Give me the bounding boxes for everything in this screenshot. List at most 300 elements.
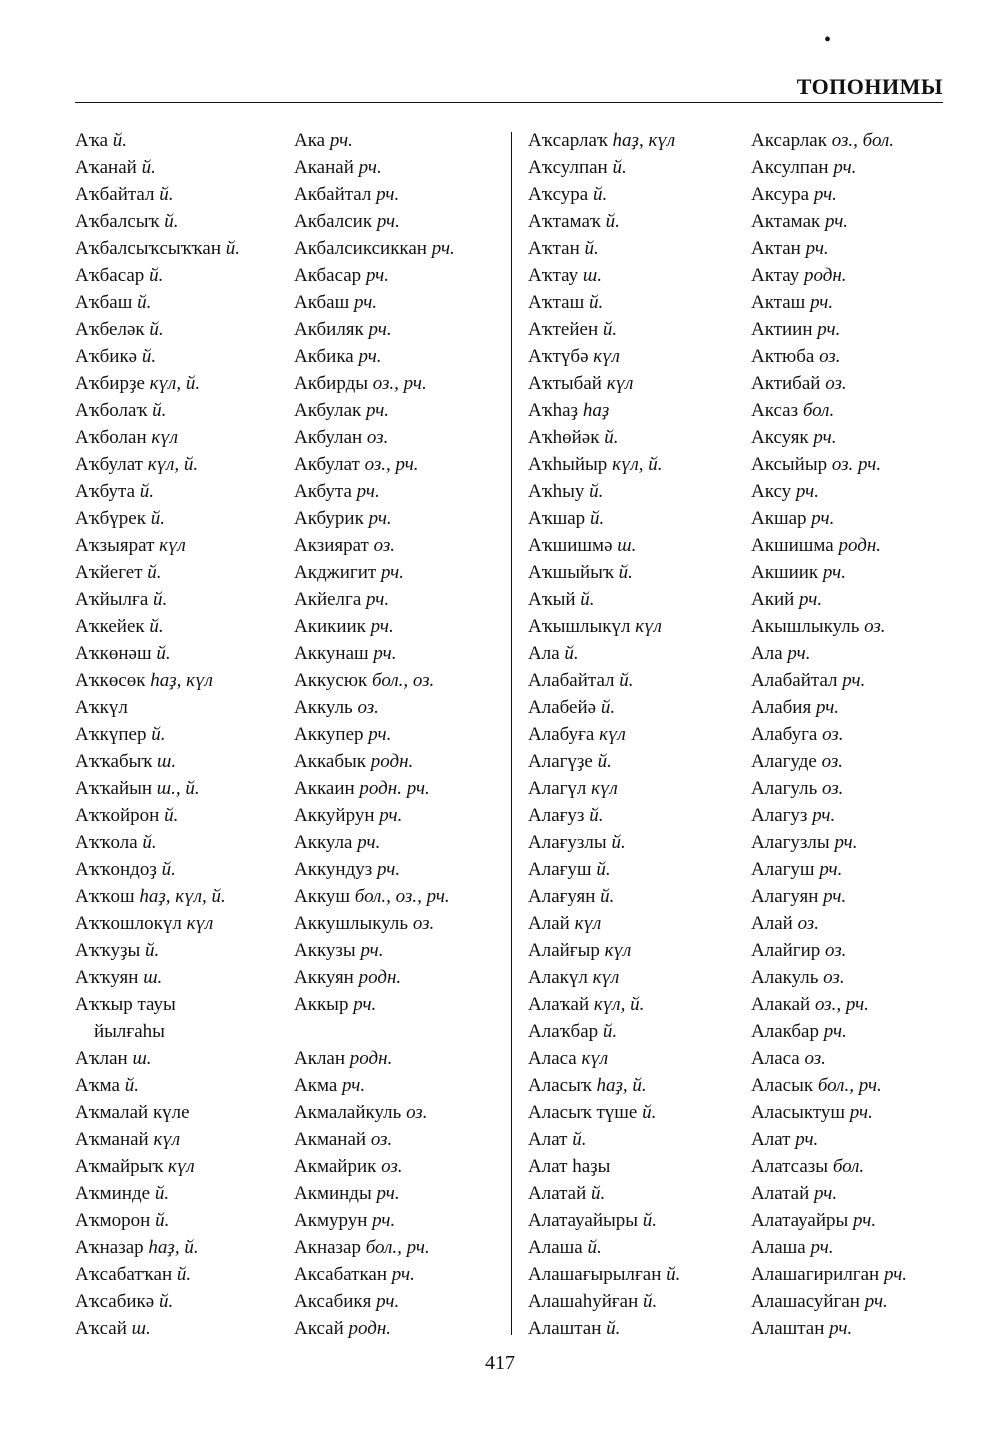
toponym-type: оз. рч. [831,454,882,475]
toponym-name: Алаша [528,1237,583,1258]
toponym-entry [75,478,240,505]
toponym-entry [751,1180,907,1207]
toponym-entry [751,1261,907,1288]
toponym-type: оз. [381,1156,403,1177]
toponym-type: родн. [370,751,414,772]
toponym-name: Аккузы [294,940,356,961]
toponym-entry [751,1153,907,1180]
toponym-entry [294,1234,455,1261]
toponym-entry [528,478,680,505]
toponym-entry [75,1072,240,1099]
toponym-entry [294,316,455,343]
toponym-entry [75,829,240,856]
toponym-name: Алабуга [751,724,818,745]
page-header [75,72,943,103]
toponym-entry [75,964,240,991]
toponym-entry [751,424,907,451]
toponym-type: күл [606,373,634,394]
toponym-entry [75,505,240,532]
toponym-type: һаҙ, й. [596,1075,647,1096]
toponym-type: й. [158,1291,174,1312]
toponym-type: й. [596,859,611,880]
toponym-type: й. [145,940,160,961]
toponym-name: Аҡһөйәк [528,427,600,448]
toponym-entry [75,667,240,694]
toponym-entry [528,397,680,424]
toponym-type: рч. [365,400,390,421]
toponym-entry [528,991,680,1018]
toponym-name: Акмурун [294,1210,368,1231]
toponym-name: Аксуяк [751,427,809,448]
toponym-type: й. [147,562,162,583]
toponym-entry [751,397,907,424]
toponym-entry [75,343,240,370]
toponym-type: бол. [832,1156,865,1177]
toponym-entry [294,1045,455,1072]
toponym-type: родн. [358,967,402,988]
toponym-name: Аҡманай [75,1129,149,1150]
toponym-entry [751,667,907,694]
toponym-type: күл [592,967,620,988]
toponym-type: оз. [825,373,847,394]
toponym-type: рч. [849,1102,873,1123]
toponym-type: күл [574,913,602,934]
toponym-name: Аҡһыу [528,481,585,502]
toponym-type: рч. [795,1129,819,1150]
toponym-entry [751,235,907,262]
toponym-entry [75,775,240,802]
toponym-type: й. [612,157,627,178]
toponym-entry [528,829,680,856]
toponym-entry [294,532,455,559]
toponym-type: й. [139,481,155,502]
toponym-name: Акбалсиксиккан [294,238,427,259]
toponym-entry [75,856,240,883]
toponym-name: Алагузлы [751,832,830,853]
toponym-name: Акназар [294,1237,361,1258]
toponym-name: Аҡбалсыҡ [75,211,160,232]
toponym-name: Алатсазы [751,1156,829,1177]
toponym-type: й. [156,643,171,664]
toponym-name: Алабия [751,697,812,718]
toponym-entry [294,991,455,1045]
toponym-type: ш. [131,1318,151,1339]
toponym-name: Алағуз [528,805,585,826]
toponym-type: й. [159,184,174,205]
toponym-type: рч. [824,211,849,232]
toponym-name: Аҡзыярат [75,535,155,556]
toponym-name: Аҡйылға [75,589,149,610]
toponym-type: оз., рч. [814,994,869,1015]
toponym-type: рч. [372,1210,396,1231]
toponym-name: Аҡмайрыҡ [75,1156,164,1177]
toponym-entry [294,505,455,532]
toponym-entry [528,667,680,694]
toponym-entry [294,775,455,802]
toponym-type: оз. [412,913,435,934]
toponym-type: рч. [373,643,397,664]
toponym-entry [75,1045,240,1072]
toponym-name: Аккусюк [294,670,368,691]
toponym-entry [751,802,907,829]
toponym-name: Алабайтал [528,670,615,691]
toponym-entry [528,1153,680,1180]
toponym-type: оз. [819,346,841,367]
toponym-entry [528,721,680,748]
toponym-entry [528,640,680,667]
toponym-entry [294,1261,455,1288]
toponym-name: Алатауайыры [528,1210,639,1231]
toponym-entry [75,1153,240,1180]
toponym-type: күл [635,616,662,637]
toponym-name: Аканай [294,157,354,178]
toponym-type: родн. [838,535,882,556]
toponym-type: оз. [357,697,379,718]
toponym-entry [294,721,455,748]
toponym-entry [751,694,907,721]
toponym-type: рч. [368,319,392,340]
toponym-entry [528,1099,680,1126]
toponym-type: й. [564,643,579,664]
toponym-entry [75,208,240,235]
toponym-name: Акбулат [294,454,360,475]
toponym-name: Алатауайры [751,1210,849,1231]
toponym-entry [75,424,240,451]
toponym-entry [75,910,240,937]
toponym-type: күл, й. [612,454,663,475]
toponym-name: Алат [751,1129,791,1150]
toponym-entry [528,802,680,829]
toponym-type: рч. [864,1291,888,1312]
toponym-name: Аласыктуш [751,1102,845,1123]
toponym-entry [528,856,680,883]
toponym-type: һаҙ, й. [148,1237,199,1258]
toponym-type: й. [112,130,128,151]
toponym-name: Акбалсик [294,211,373,232]
toponym-type: рч. [815,697,840,718]
toponym-entry [751,1045,907,1072]
toponym-type: рч. [842,670,866,691]
toponym-type: рч. [376,1291,400,1312]
toponym-entry [528,1126,680,1153]
toponym-entry [75,748,240,775]
toponym-entry [751,937,907,964]
column-left-bashkir [75,127,240,1342]
toponym-name: Акышлыкуль [751,616,860,637]
toponym-entry [528,1207,680,1234]
toponym-type: ш. [582,265,602,286]
toponym-type: оз., рч. [372,373,427,394]
toponym-entry [751,829,907,856]
toponym-type: й. [592,184,608,205]
toponym-entry [751,1099,907,1126]
toponym-entry [294,910,455,937]
toponym-name: Аҡанай [75,157,137,178]
toponym-type: й. [589,481,604,502]
toponym-name: Акшар [751,508,807,529]
toponym-entry [294,586,455,613]
toponym-entry [528,1180,680,1207]
toponym-type: й. [176,1264,192,1285]
toponym-type: рч. [833,157,857,178]
toponym-type: һаҙ, күл, й. [139,886,226,907]
toponym-type: оз. [822,724,844,745]
toponym-name: Аҡтыбай [528,373,602,394]
toponym-name: Аксабаткан [294,1264,388,1285]
toponym-type: рч. [360,940,384,961]
toponym-type: оз., рч. [364,454,419,475]
toponym-name: Алат һаҙы [528,1156,611,1177]
toponym-name: Алабуға [528,724,595,745]
toponym-name: Алагуз [751,805,808,826]
toponym-name: Алагуль [751,778,818,799]
toponym-entry [528,1315,680,1342]
toponym-name: Аҡтейен [528,319,599,340]
toponym-entry [528,154,680,181]
toponym-type: й. [591,1183,606,1204]
toponym-name: Аласык [751,1075,814,1096]
toponym-entry [751,532,907,559]
toponym-entry [528,910,680,937]
toponym-name: Аҡсабатҡан [75,1264,173,1285]
toponym-entry [294,1126,455,1153]
toponym-entry [528,937,680,964]
toponym-type: й. [602,319,618,340]
toponym-entry [75,316,240,343]
toponym-entry [528,424,680,451]
toponym-name: Аҡсарлаҡ [528,130,608,151]
toponym-entry [528,694,680,721]
toponym-type: й. [137,292,152,313]
toponym-entry [294,1099,455,1126]
toponym-name: Аҡмалай күле [75,1102,190,1123]
toponym-type: күл [599,724,626,745]
toponym-entry [294,937,455,964]
toponym-type: родн. [803,265,847,286]
toponym-type: й. [155,1210,170,1231]
toponym-type: рч. [799,589,823,610]
toponym-name: Аҡҡабыҡ [75,751,153,772]
toponym-entry [528,127,680,154]
toponym-type: күл [168,1156,195,1177]
toponym-type: рч. [342,1075,366,1096]
toponym-type: ш. [617,535,637,556]
toponym-name: Ала [528,643,560,664]
toponym-name: Алатай [528,1183,587,1204]
toponym-entry [75,613,240,640]
toponym-entry [751,505,907,532]
toponym-type: оз., бол. [831,130,895,151]
toponym-entry [75,883,240,910]
toponym-name: Алайгир [751,940,821,961]
toponym-type: й. [572,1129,587,1150]
toponym-name: Акикиик [294,616,366,637]
toponym-type: бол., рч. [817,1075,882,1096]
toponym-entry [294,1207,455,1234]
toponym-name: Аласа [528,1048,577,1069]
toponym-type: рч. [431,238,455,259]
toponym-type: оз. [370,1129,393,1150]
toponym-name: Акбиляк [294,319,364,340]
toponym-entry [528,748,680,775]
toponym-name: Алашагирилган [751,1264,880,1285]
toponym-name: Аҡһаҙ [528,400,579,421]
toponym-entry [294,964,455,991]
toponym-entry [75,559,240,586]
toponym-type: й. [589,805,604,826]
toponym-name: Аҡлан [75,1048,128,1069]
toponym-name: Аҡташ [528,292,585,313]
toponym-type: рч. [795,481,819,502]
toponym-type: күл [159,535,186,556]
toponym-name: Акбасар [294,265,362,286]
toponym-entry [75,370,240,397]
toponym-type: й. [643,1291,658,1312]
toponym-name: Аҡбасар [75,265,145,286]
toponym-name: Акминды [294,1183,372,1204]
toponym-type: рч. [356,481,380,502]
toponym-name: Алагүҙе [528,751,593,772]
toponym-name: Алаҡай [528,994,590,1015]
toponym-name: Алағузлы [528,832,607,853]
toponym-name: Актан [751,238,801,259]
toponym-name: Аҡтау [528,265,579,286]
toponym-name: Аккаин [294,778,355,799]
toponym-name: Аккабык [294,751,366,772]
toponym-type: й. [604,427,619,448]
toponym-name: Аҡкейек [75,616,145,637]
toponym-name: Аккыр [294,994,349,1015]
toponym-entry [751,154,907,181]
toponym-type: рч. [358,157,382,178]
toponym-type: й. [666,1264,681,1285]
toponym-entry [75,991,240,1045]
toponym-name: Аккула [294,832,353,853]
toponym-name: Алаша [751,1237,806,1258]
toponym-name: Аксыйыр [751,454,828,475]
toponym-name: Аксулпан [751,157,829,178]
toponym-entry [75,1207,240,1234]
toponym-entry [75,397,240,424]
toponym-type: й. [602,1021,618,1042]
toponym-entry [294,154,455,181]
toponym-entry [751,1315,907,1342]
toponym-type: й. [124,1075,139,1096]
toponym-entry [528,181,680,208]
toponym-entry [751,262,907,289]
column-right-bashkir [528,127,680,1342]
toponym-name: Аҡбүрек [75,508,146,529]
toponym-type: й. [150,508,165,529]
toponym-name: Аксай [294,1318,344,1339]
header-dot: • [824,29,832,51]
toponym-entry [294,235,455,262]
toponym-name: Аккуш [294,886,351,907]
toponym-name: Аҡҡошлокүл [75,913,182,934]
toponym-type: рч. [379,805,403,826]
toponym-type: й. [611,832,626,853]
toponym-type: й. [164,211,179,232]
toponym-name: Аккуль [294,697,353,718]
toponym-type: рч. [812,805,836,826]
toponym-entry [751,964,907,991]
toponym-type: рч. [365,265,390,286]
toponym-entry [75,640,240,667]
toponym-name: Аҡый [528,589,576,610]
toponym-entry [294,802,455,829]
toponym-entry [75,1261,240,1288]
toponym-type: й. [151,724,166,745]
toponym-type: й. [141,346,157,367]
toponym-entry [75,235,240,262]
toponym-type: һаҙ, күл [612,130,676,151]
toponym-type: рч. [368,508,392,529]
toponym-type: һаҙ [582,400,610,421]
toponym-entry [294,559,455,586]
toponym-entry [751,181,907,208]
toponym-type: оз. [406,1102,428,1123]
toponym-type: й. [141,157,156,178]
toponym-type: рч. [376,211,400,232]
toponym-type: й. [142,832,157,853]
toponym-entry [528,451,680,478]
toponym-type: рч. [329,130,353,151]
toponym-name: Аксабикя [294,1291,372,1312]
toponym-name: Аҡбикә [75,346,138,367]
toponym-entry [751,127,907,154]
toponym-name: Акбулан [294,427,363,448]
toponym-name: Алагуш [751,859,815,880]
toponym-type: рч. [353,292,378,313]
toponym-name: Акбика [294,346,354,367]
toponym-type: рч. [366,589,390,610]
toponym-name: Аҡбулат [75,454,143,475]
toponym-type: й. [153,589,168,610]
toponym-type: рч. [829,1318,853,1339]
toponym-name: Алатай [751,1183,810,1204]
toponym-entry [528,316,680,343]
toponym-type: рч. [805,238,829,259]
toponym-name: Аҡбута [75,481,136,502]
toponym-name: Акзиярат [294,535,369,556]
toponym-name: Аккуйрун [294,805,375,826]
toponym-entry [528,235,680,262]
toponym-name: Акманай [294,1129,367,1150]
toponym-type: бол., оз., рч. [354,886,450,907]
toponym-name: Актибай [751,373,821,394]
toponym-entry [294,1072,455,1099]
toponym-entry [75,586,240,613]
toponym-name: Аҡсура [528,184,589,205]
toponym-type: оз. [821,751,844,772]
toponym-entry [528,1018,680,1045]
toponym-name: Алакбар [751,1021,819,1042]
toponym-type: оз. [864,616,886,637]
toponym-entry [294,748,455,775]
toponym-type: оз. [797,913,819,934]
toponym-name: Актау [751,265,800,286]
toponym-entry [294,640,455,667]
toponym-entry [75,154,240,181]
toponym-type: оз. [822,778,844,799]
toponym-name: Алашағырылған [528,1264,662,1285]
toponym-entry [75,181,240,208]
toponym-entry [294,208,455,235]
toponym-type: бол., оз. [372,670,435,691]
page-number: 417 [485,1352,515,1374]
toponym-type: рч. [814,1183,838,1204]
toponym-entry [751,1207,907,1234]
